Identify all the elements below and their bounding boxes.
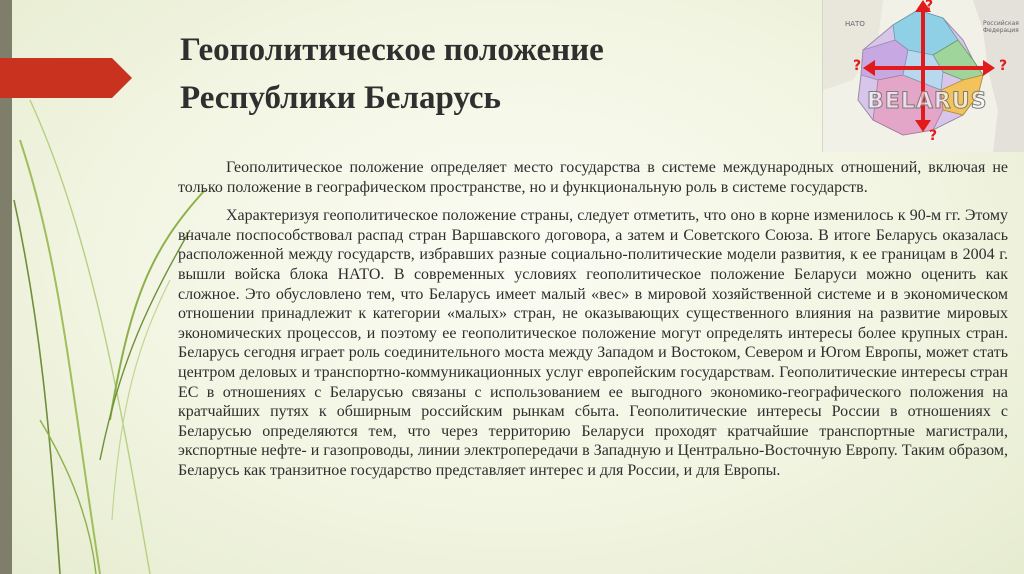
map-nato-label: НАТО	[845, 20, 865, 28]
question-mark-south: ?	[929, 128, 938, 144]
title-line-1: Геополитическое положение	[180, 32, 604, 68]
question-mark-west: ?	[853, 58, 862, 74]
paragraph-characterization: Характеризуя геополитическое положение страны, следует отметить, что оно в корне изменилось к 90-м гг. Этому вначале поспособствовал распад стран Варшавского договора, а затем и Советского Союза. В итоге Беларусь оказалась расположенной между государств, избравших разные социально-политические модели развития, к ее границам в 2004 г. вышли войска блока НАТО. В современных условиях геополитическое положение Беларуси можно оценить как сложное. Это обусловлено тем, что Беларусь имеет малый «вес» в мировой хозяйственной системе и в экономическом отношении принадлежит к категории «малых» стран, не оказывающих существенного влияния на развитие мировых экономических процессов, и поэтому ее геополитическое положение могут определять интересы более крупных стран. Беларусь сегодня играет роль соединительного моста между Западом и Востоком, Севером и Югом Европы, может стать центром деловых и транспортно-коммуникационных услуг европейским государствам. Геополитические интересы стран ЕС в отношениях с Беларусью связаны с использованием ее выгодного экономико-географического положения на кратчайших путях к обширным российским рынкам сбыта. Геополитические интересы России в отношениях с Беларусью определяются тем, что через территорию Беларуси проходят кратчайшие транспортные магистрали, экспортные нефте- и газопроводы, линии электропередачи в Западную и Центрально-Восточную Европу. Таким образом, Беларусь как транзитное государство представляет интерес и для России, и для Европы.	[178, 207, 1008, 479]
page-title	[180, 26, 800, 122]
map-country-label: BELARUS	[867, 89, 988, 114]
title-line-2: Республики Беларусь	[180, 80, 501, 116]
map-russia-label: Российская Федерация	[983, 20, 1019, 34]
question-mark-north: ?	[925, 0, 934, 14]
belarus-map-image	[822, 0, 1024, 152]
question-mark-east: ?	[999, 58, 1008, 74]
title-accent-tab	[0, 58, 132, 98]
slide-body-text	[178, 158, 1008, 490]
paragraph-definition: Геополитическое положение определяет место государства в системе международных отношений, включая не только положение в географическом пространстве, но и функциональную роль в системе государств.	[178, 159, 1008, 196]
